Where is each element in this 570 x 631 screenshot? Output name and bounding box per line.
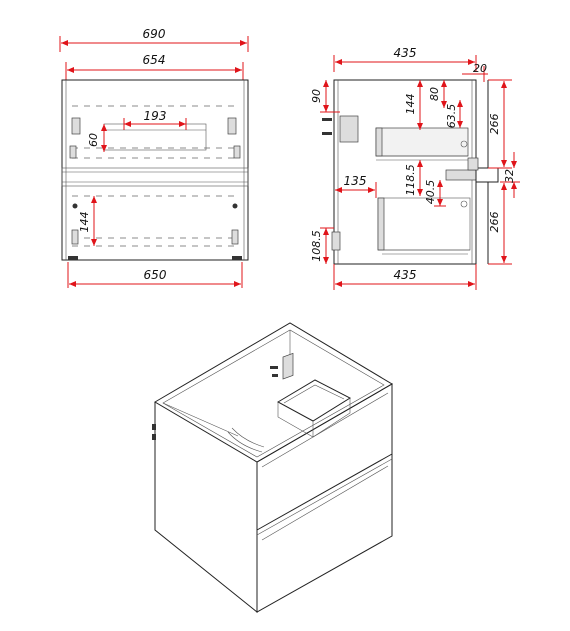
dim-side-offset <box>335 174 376 198</box>
siphon-height-label: 118.5 <box>404 164 417 196</box>
siphon-pipe <box>446 170 476 180</box>
dim-rail-span <box>124 109 186 130</box>
dim-wall-offset <box>462 62 488 82</box>
base-width-label: 650 <box>143 268 167 282</box>
front-view <box>60 27 248 288</box>
lower-bracket-label: 144 <box>78 211 91 233</box>
hinge-bracket-right <box>228 118 236 134</box>
dim-overall-width <box>60 27 248 52</box>
screw-icon <box>233 204 238 209</box>
isometric-view <box>152 323 392 612</box>
lower-drawer-label: 266 <box>488 211 501 233</box>
foot-height-label: 108.5 <box>310 230 323 262</box>
upper-drawer-label: 266 <box>488 113 501 135</box>
inner-width-label: 654 <box>142 53 166 67</box>
dim-upper-drawer <box>488 80 512 168</box>
bracket-offset-label: 60 <box>87 133 100 147</box>
dim-siphon-height <box>404 160 420 196</box>
bottom-depth-label: 435 <box>393 268 417 282</box>
siphon-bottom-label: 40.5 <box>424 179 437 205</box>
dim-bracket-top <box>428 80 444 108</box>
dim-drawer-gap <box>500 152 520 198</box>
side-offset-label: 135 <box>343 174 367 188</box>
dim-foot-height <box>310 228 334 264</box>
screw-icon <box>152 434 156 440</box>
dim-top-drop <box>310 80 340 112</box>
drain-hole-icon <box>461 201 467 207</box>
top-drop-label: 90 <box>310 89 323 103</box>
screw-icon <box>73 204 78 209</box>
bracket-top-label: 80 <box>428 87 441 101</box>
siphon-top-label: 63.5 <box>445 103 458 129</box>
rail-span-label: 193 <box>143 109 167 123</box>
screw-icon <box>152 424 156 430</box>
overall-width-label: 690 <box>142 27 166 41</box>
dim-bottom-depth <box>334 264 476 290</box>
dim-top-depth <box>334 46 476 72</box>
wall-bracket-iso <box>283 353 293 379</box>
drawer-gap-label: 32 <box>503 169 516 183</box>
wall-bracket <box>340 116 358 142</box>
hinge-bracket-left <box>72 118 80 134</box>
bracket-height-label: 144 <box>404 93 417 115</box>
dim-base-width <box>68 262 242 288</box>
dim-siphon-bottom <box>424 180 446 206</box>
side-view <box>310 46 520 290</box>
dim-siphon-top <box>445 100 460 128</box>
top-depth-label: 435 <box>393 46 417 60</box>
dim-inner-width <box>66 53 243 80</box>
dim-lower-drawer <box>488 183 512 264</box>
dim-lower-bracket <box>78 196 94 246</box>
wall-offset-label: 20 <box>473 62 487 75</box>
dim-bracket-height <box>404 80 420 130</box>
